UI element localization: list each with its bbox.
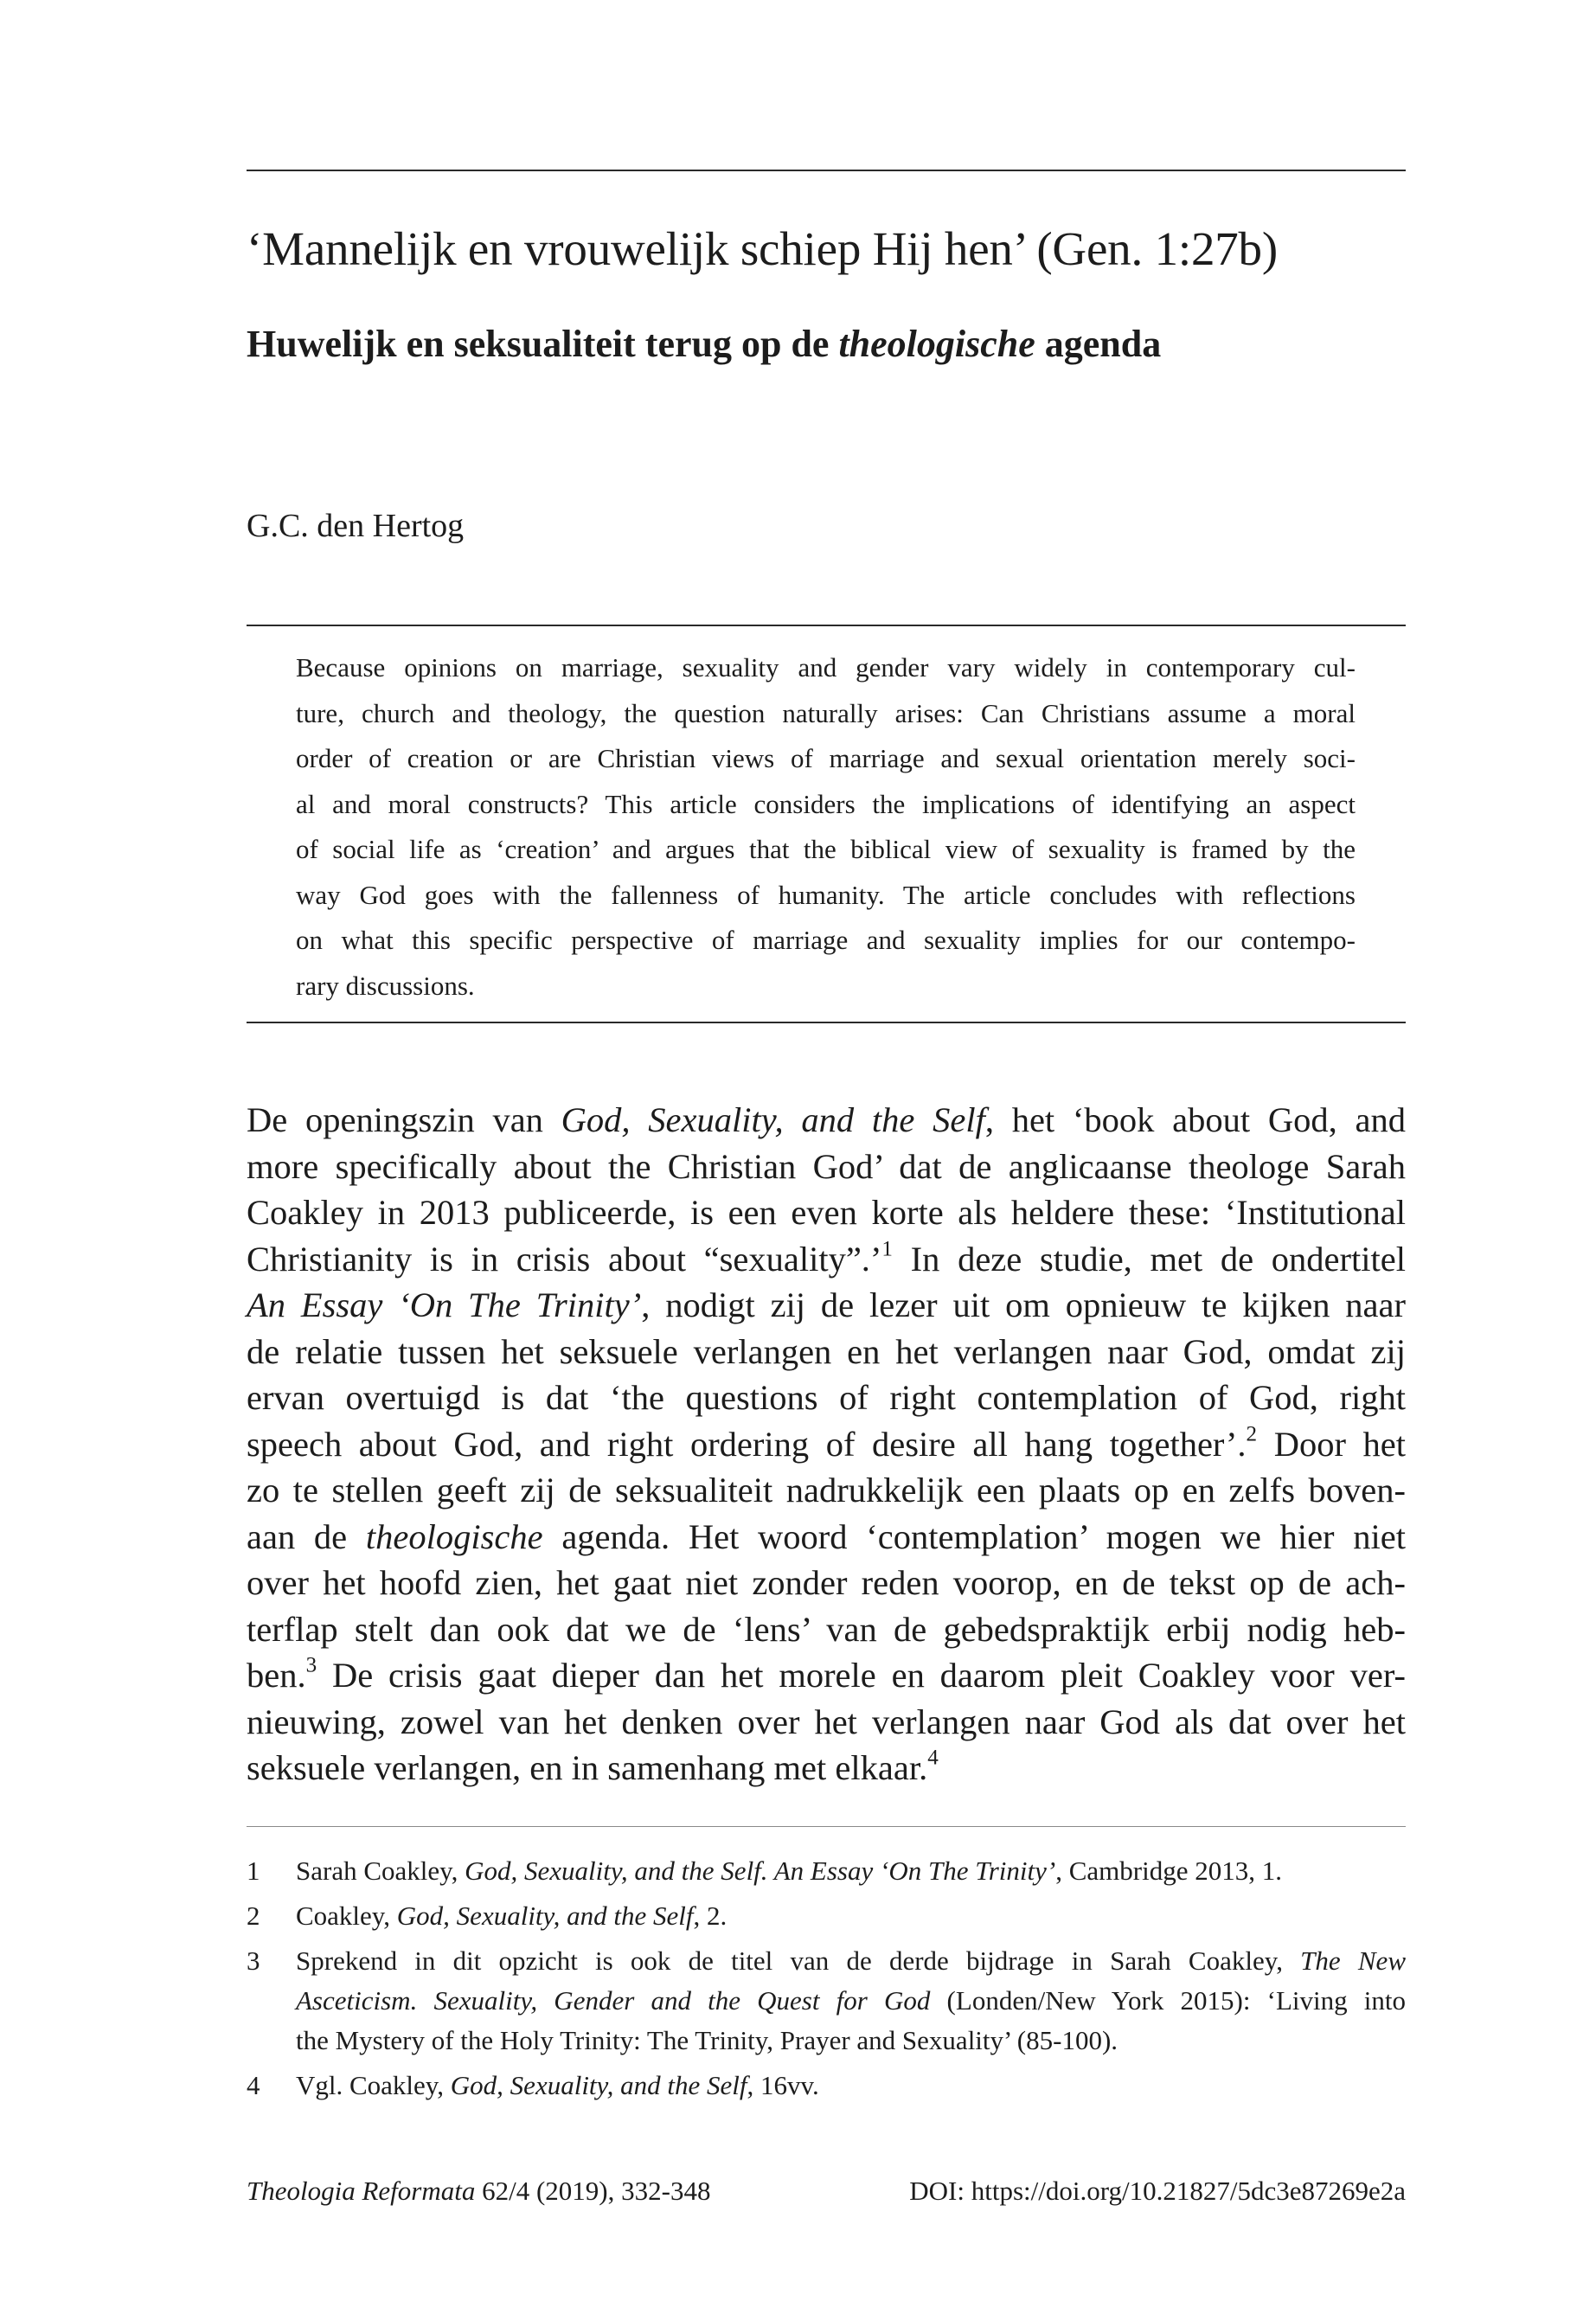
- footnote-separator: [247, 1826, 1406, 1827]
- abstract-line: rary discussions.: [296, 970, 475, 1001]
- book-title: God, Sexuality, and the Self: [561, 1100, 985, 1139]
- body-line: ervan overtuigd is dat ‘the questions of right contemplation of God, right: [247, 1378, 1406, 1417]
- abstract-line: ture, church and theology, the question naturally arises: Can Christians assume a moral: [296, 697, 1356, 728]
- abstract-line: order of creation or are Christian views of marriage and sexual orientation merely soci-: [296, 743, 1356, 773]
- abstract: [296, 645, 1356, 1009]
- author-name: G.C. den Hertog: [247, 508, 465, 544]
- page-footer: [247, 2171, 1406, 2211]
- body-line: ben.$^3$ De crisis gaat dieper dan het morele en daarom pleit Coakley voor ver-: [247, 1653, 1406, 1695]
- body-line: An Essay ‘On The Trinity’, nodigt zij de lezer uit om opnieuw te kijken naar: [247, 1285, 1406, 1324]
- abstract-line: way God goes with the fallenness of humanity. The article concludes with reflections: [296, 879, 1356, 910]
- footnote-line: the Mystery of the Holy Trinity: The Trinity, Prayer and Sexuality’ (85-100).: [296, 2025, 1118, 2055]
- footnote-ref-3[interactable]: 3: [305, 1653, 317, 1677]
- abstract-line: Because opinions on marriage, sexuality and gender vary widely in contemporary cul-: [296, 652, 1356, 683]
- journal-name: Theologia Reformata: [247, 2176, 476, 2206]
- top-rule: [247, 170, 1406, 171]
- footnote-ref-2[interactable]: 2: [1246, 1421, 1258, 1445]
- footnote-line: Coakley, God, Sexuality, and the Self, 2.: [296, 1900, 727, 1931]
- book-subtitle: An Essay ‘On The Trinity’: [247, 1285, 642, 1324]
- subtitle-emphasis: theologische: [838, 323, 1035, 365]
- footnote-1: [247, 1851, 1406, 1891]
- footnote-number: 3: [247, 1945, 260, 1976]
- body-paragraph: [247, 1097, 1406, 1791]
- footnote-line: Sprekend in dit opzicht is ook de titel van de derde bijdrage in Sarah Coakley, The New: [296, 1945, 1406, 1976]
- body-line: aan de theologische agenda. Het woord ‘contemplation’ mogen we hier niet: [247, 1516, 1406, 1556]
- body-line: zo te stellen geeft zij de seksualiteit nadrukkelijk een plaats op en zelfs boven-: [247, 1471, 1406, 1509]
- abstract-line: of social life as ‘creation’ and argues that the biblical view of sexuality is framed by the: [296, 834, 1356, 864]
- footnotes: [247, 1851, 1406, 2111]
- emphasis: theologische: [365, 1516, 543, 1556]
- body-line: nieuwing, zowel van het denken over het verlangen naar God als dat over het: [247, 1702, 1406, 1741]
- footnote-3: [247, 1941, 1406, 2061]
- footnote-number: 1: [247, 1856, 260, 1886]
- article-title: ‘Mannelijk en vrouwelijk schiep Hij hen’ (Gen. 1:27b): [247, 222, 1278, 275]
- subtitle-text-end: agenda: [1035, 323, 1162, 365]
- footnote-2: [247, 1896, 1406, 1936]
- body-line: more specifically about the Christian God’ dat de anglicaanse theologe Sarah: [247, 1146, 1406, 1186]
- footnote-ref-1[interactable]: 1: [881, 1236, 893, 1260]
- body-line: De openingszin van God, Sexuality, and the Self, het ‘book about God, and: [247, 1100, 1406, 1139]
- footnote-line: Sarah Coakley, God, Sexuality, and the Self. An Essay ‘On The Trinity’, Cambridge 2013, 1.: [296, 1856, 1282, 1886]
- body-line: de relatie tussen het seksuele verlangen en het verlangen naar God, omdat zij: [247, 1331, 1406, 1371]
- body-line: seksuele verlangen, en in samenhang met elkaar.$^4$: [247, 1746, 939, 1787]
- abstract-line: on what this specific perspective of marriage and sexuality implies for our contempo-: [296, 925, 1356, 955]
- footnote-line: Asceticism. Sexuality, Gender and the Quest for God (Londen/New York 2015): ‘Living into: [296, 1985, 1406, 2016]
- footnote-4: [247, 2066, 1406, 2106]
- body-line: speech about God, and right ordering of desire all hang together’.$^2$ Door het: [247, 1421, 1406, 1464]
- body-line: Coakley in 2013 publiceerde, is een even korte als heldere these: ‘Institutional: [247, 1193, 1406, 1232]
- body-line: terflap stelt dan ook dat we de ‘lens’ van de gebedspraktijk erbij nodig heb-: [247, 1609, 1406, 1649]
- footnote-ref-4[interactable]: 4: [927, 1746, 939, 1770]
- journal-citation: Theologia Reformata 62/4 (2019), 332-348: [247, 2176, 711, 2206]
- abstract-line: al and moral constructs? This article considers the implications of identifying an aspect: [296, 788, 1356, 819]
- footnote-line: Vgl. Coakley, God, Sexuality, and the Self, 16vv.: [296, 2070, 819, 2100]
- subtitle-text: Huwelijk en seksualiteit terug op de: [247, 323, 839, 365]
- footnote-number: 2: [247, 1900, 260, 1931]
- article-subtitle: [247, 318, 1406, 370]
- doi-link[interactable]: DOI: https://doi.org/10.21827/5dc3e87269e2a: [909, 2176, 1406, 2206]
- body-line: over het hoofd zien, het gaat niet zonder reden voorop, en de tekst op de ach-: [247, 1563, 1406, 1602]
- body-line: Christianity is in crisis about “sexuality”.’$^1$ In deze studie, met de ondertitel: [247, 1236, 1407, 1279]
- abstract-bottom-rule: [247, 1022, 1406, 1023]
- footnote-number: 4: [247, 2070, 260, 2100]
- abstract-top-rule: [247, 625, 1406, 626]
